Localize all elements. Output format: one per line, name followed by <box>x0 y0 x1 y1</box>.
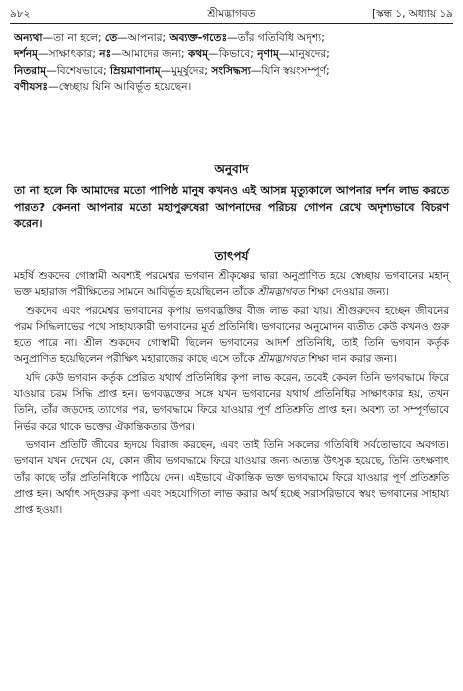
purport-text <box>14 268 449 520</box>
gloss-term: নঃ <box>99 48 112 61</box>
translation-heading: অনুবাদ <box>214 162 249 176</box>
text-run: —আমাদের জন্য; <box>111 48 188 61</box>
text-run: —কিভাবে; <box>208 48 258 61</box>
gloss-term: সংসিদ্ধস্য <box>211 64 251 77</box>
gloss-line <box>14 30 449 46</box>
translation-text: তা না হলে কি আমাদের মতো পাপিষ্ঠ মানুষ কখনও এই আসন্ন মৃত্যুকালে আপনার দর্শন লাভ করতে পারত? কেননা আপনার মতো মহাপুরুষেরা আপনাদের পরিচয় গোপন রেখে অদৃশ্যভাবে বিচরণ করেন। <box>14 184 449 231</box>
gloss-line <box>14 63 449 79</box>
page-header <box>10 6 453 22</box>
text-run: —যিনি স্বয়ংসম্পূর্ণ; <box>250 64 330 77</box>
gloss-term: অব্যক্ত-গতেঃ <box>169 32 228 44</box>
gloss-term: ম্রিয়মাণানাম্‌ <box>110 64 161 77</box>
gloss-line <box>14 46 449 62</box>
purport-paragraph <box>14 437 449 518</box>
purport-paragraph <box>14 303 449 368</box>
purport-paragraph <box>14 268 449 301</box>
gloss-term: দর্শনম্‌ <box>14 48 39 61</box>
purport-paragraph <box>14 370 449 435</box>
text-run: ভগবান প্রতিটি জীবের হৃদয়ে বিরাজ করছেন, এবং তাই তিনি সকলের গতিবিধি সর্বতোভাবে অবগত। ভগবান যখন দেখেন যে, কোন জীব ভগবদ্ধামে ফিরে যাওয়ার জন্য অত্যন্ত উৎসুক হয়েছে, তিনি তৎক্ষণাৎ তাঁর কাছে তাঁর প্রতিনিধিকে পাঠিয়ে দেন। এইভাবে ঐকান্তিক ভক্ত ভগবদ্ধামে ফিরে যাওয়ার পূর্ণ প্রতিশ্রুতি প্রাপ্ত হন। অর্থাৎ সদ্গুরুর কৃপা এবং সহযোগিতা লাভ করার অর্থ হচ্ছে সরাসরিভাবে স্বয়ং ভগবানের সাহায্য প্রাপ্ত হওয়া। <box>14 438 449 517</box>
word-gloss <box>14 30 449 95</box>
text-run: শুকদেব এবং পরমেশ্বর ভগবানের কৃপায় ভগবদ্ভক্তির বীজ লাভ করা যায়। শ্রীগুরুদেব হচ্ছেন জীবনের পরম সিদ্ধিলাভের পথে সাহায্যকারী ভগবানের মূর্ত প্রতিনিধি। ভগবানের অনুমোদন ব্যতীত কেউ কখনও গুরু হতে পারে না। শ্রীল শুকদেব গোস্বামী ছিলেন ভগবানের আদর্শ প্রতিনিধি, তাই তিনি ভগবান কর্তৃক অনুপ্রাণিত হয়েছিলেন পরীক্ষিৎ মহারাজের কাছে এসে তাঁকে <box>14 304 449 366</box>
text-run: যদি কেউ ভগবান কর্তৃক প্রেরিত যথার্থ প্রতিনিধির কৃপা লাভ করেন, তবেই কেবল তিনি ভগবদ্ধামে ফিরে যাওয়ার চরম সিদ্ধি প্রাপ্ত হন। ভগবদ্ভক্তের সঙ্গে যখন ভগবানের যথার্থ প্রতিনিধির সাক্ষাৎকার হয়, তখন তিনি, তাঁর জড়দেহ ত্যাগের পর, ভগবদ্ধামে ফিরে যাওয়ার পূর্ণ প্রতিশ্রুতি প্রাপ্ত হন। অবশ্য তা সম্পূর্ণভাবে নির্ভর করে থাকে ভক্তের ঐকান্তিকতার উপর। <box>14 371 449 433</box>
text-run: —মুমূর্ষুদের; <box>160 64 212 77</box>
text-run: —বিশেষভাবে; <box>46 64 111 77</box>
gloss-term: বণীযসঃ <box>14 80 49 93</box>
purport-heading: তাৎপর্য <box>214 249 249 263</box>
gloss-line <box>14 79 449 95</box>
gloss-term: তে <box>104 32 118 44</box>
text-run: —আপনার; <box>117 32 170 44</box>
text-run: —স্বেচ্ছায় যিনি আবির্ভূত হয়েছেন। <box>48 80 192 93</box>
book-name: শ্রীমদ্ভাগবত <box>257 286 305 299</box>
gloss-term: নৃণাম্‌ <box>257 48 279 61</box>
text-run: শিক্ষা দেওয়ার জন্য। <box>304 286 389 299</box>
book-name: শ্রীমদ্ভাগবত <box>257 353 306 366</box>
header-rule <box>10 23 453 24</box>
gloss-term: কথম্‌ <box>188 48 209 61</box>
text-run: —সাক্ষাৎকার; <box>38 48 100 61</box>
text-run: —মানুষদের; <box>278 48 330 61</box>
section-label: [স্কন্ধ ১, অধ্যায় ১৯ <box>371 8 453 20</box>
page-number: ৯৮২ <box>10 8 31 20</box>
gloss-term: অন্যথা <box>14 32 43 44</box>
text-run: শিক্ষা দান করার জন্য। <box>305 353 397 366</box>
gloss-term: নিতরাম্‌ <box>14 64 47 77</box>
book-title: শ্রীমদ্ভাগবত <box>207 8 256 20</box>
text-run: মহর্ষি শুকদেব গোস্বামী অবশ্যই পরমেশ্বর ভগবান শ্রীকৃষ্ণের দ্বারা অনুপ্রাণিত হয়ে স্বেচ্ছায় ভগবানের মহান্‌ ভক্ত মহারাজ পরীক্ষিতের সামনে আবির্ভূত হয়েছিলেন তাঁকে <box>14 270 449 299</box>
text-run: —তাঁর গতিবিধি অদৃশ্য; <box>227 32 325 44</box>
text-run: —তা না হলে; <box>42 32 105 44</box>
